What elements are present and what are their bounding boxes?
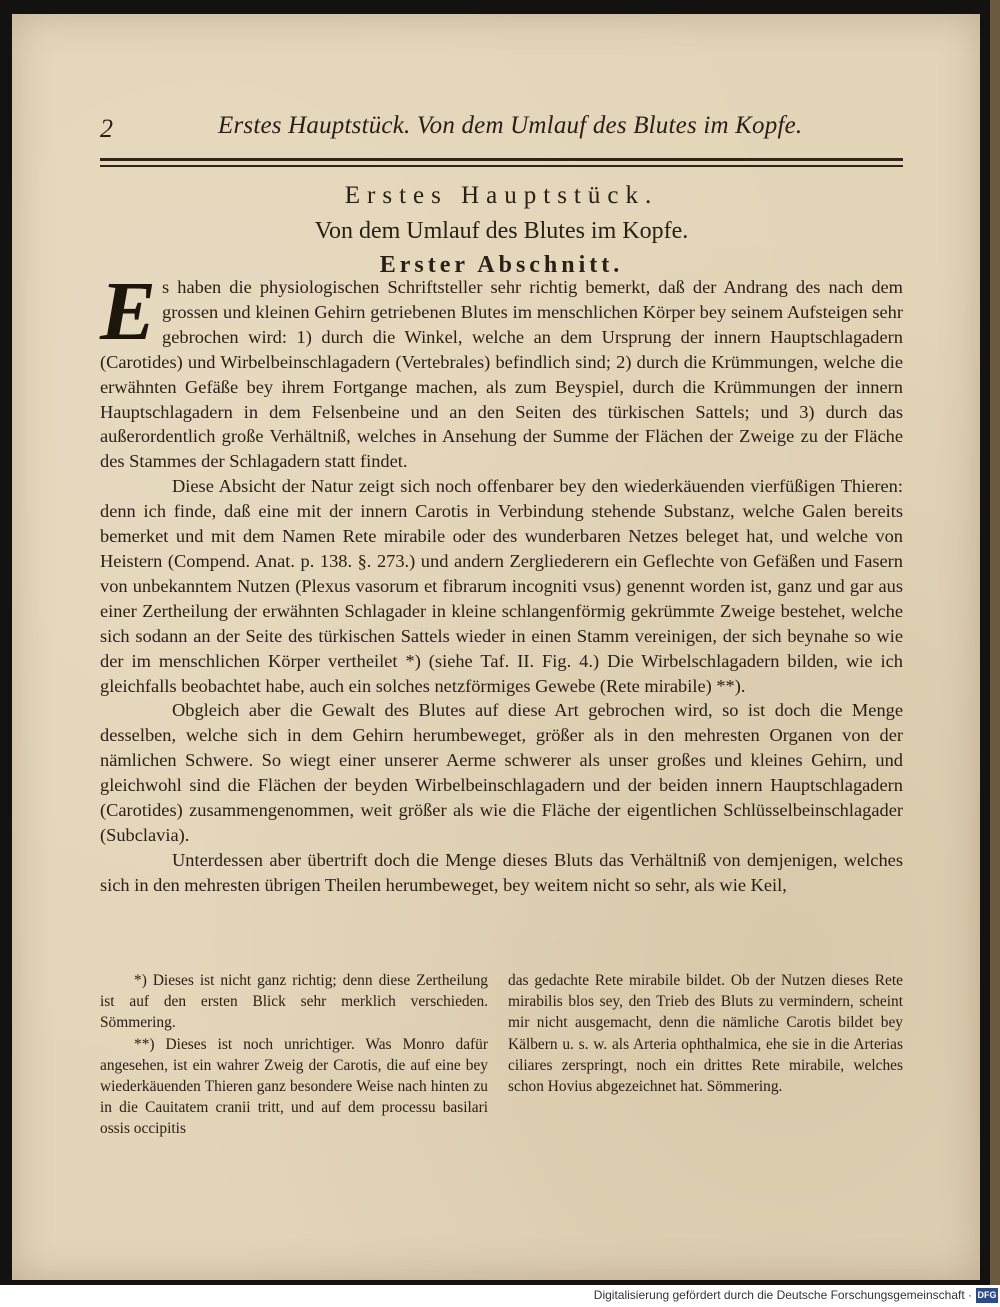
dfg-logo-icon: DFG	[976, 1288, 998, 1303]
section-title: Erster Abschnitt.	[379, 252, 624, 278]
paragraph-3: Obgleich aber die Gewalt des Blutes auf diese Art gebrochen wird, so ist doch die Menge desselben, welche sich in dem Gehirn herumbeweget, größer als in den mehresten Organen von der nämlichen Schwere. So wiegt einer unserer Aerme schwerer als unser großes und kleines Gehirn, und gleichwohl sind die Flächen der beyden Wirbelbeinschlagadern und der beiden innern Hauptschlagadern (Carotides) zusammengenommen, weit größer als wie die Fläche der eigentlichen Schlüsselbeinschlagader (Subclavia).	[100, 700, 903, 845]
book-binding-edge	[990, 0, 1000, 1285]
chapter-heading	[100, 178, 903, 282]
footnote-column-left	[100, 970, 488, 1140]
footnote-1: *) Dieses ist nicht ganz richtig; denn diese Zertheilung ist auf den ersten Blick sehr merklich verschieden. Sömmering.	[100, 972, 488, 1032]
paragraph-4: Unterdessen aber übertrift doch die Menge dieses Bluts das Verhältniß von demjenigen, welches sich in den mehresten übrigen Theilen herumbeweget, bey weitem nicht so sehr, als wie Keil,	[100, 849, 903, 895]
footnote-2-continued: das gedachte Rete mirabile bildet. Ob der Nutzen dieses Rete mirabilis blos sey, den Trieb des Bluts zu vermindern, scheint mir nicht ausgemacht, denn die nämliche Carotis bildet bey Kälbern u. s. w. als Arteria ophthalmica, ehe sie in die Arterias ciliares zerspringt, noch ein drittes Rete mirabile, welches schon Hovius abgezeichnet hat. Sömmering.	[508, 972, 903, 1096]
running-title: Erstes Hauptstück. Von dem Umlauf des Blutes im Kopfe.	[218, 112, 803, 139]
chapter-title: Erstes Hauptstück.	[344, 182, 659, 209]
footnote-column-right	[508, 970, 903, 1097]
paragraph-1-text: s haben die physiologischen Schriftsteller sehr richtig bemerkt, daß der Andrang des nach dem grossen und kleinen Gehirn getriebenen Blutes im menschlichen Körper bey seinem Aufsteigen sehr gebrochen wird: 1) durch die Winkel, welche an dem Ursprung der innern Hauptschlagadern (Carotides) und Wirbelbeinschlagadern (Vertebrales) befindlich sind; 2) durch die Krümmungen, welche die erwähnten Gefäße bey ihrem Fortgange machen, als zum Beyspiel, durch die Krümmungen der innern Hauptschlagadern in dem Felsenbeine und an den Seiten des türkischen Sattels; und 3) durch das außerordentlich große Verhältniß, welches in Ansehung der Summe der Flächen der Zweige zu der Fläche des Stammes der Schlagadern statt findet.	[100, 277, 903, 472]
paragraph-2: Diese Absicht der Natur zeigt sich noch offenbarer bey den wiederkäuenden vierfüßigen Thieren: denn ich finde, daß eine mit der innern Carotis in Verbindung stehende Substanz, welche Galen bereits bemerket und mit dem Namen Rete mirabile oder des wunderbaren Netzes beleget hat, und welche von Heistern (Compend. Anat. p. 138. §. 273.) und andern Zergliederern ein Geflechte von Gefäßen und Fasern von unbekanntem Nutzen (Plexus vasorum et fibrarum incogniti vsus) genennt worden ist, ganz und gar aus einer Zertheilung der erwähnten Schlagader in kleine schlangenförmig gekrümmte Zweige bestehet, welche sich sodann an der Seite des türkischen Sattels wieder in einen Stamm vereinigen, der sich beynahe so wie der im menschlichen Körper vertheilet *) (siehe Taf. II. Fig. 4.) Die Wirbelschlagadern bilden, wie ich gleichfalls beobachtet habe, auch ein solches netzförmiges Gewebe (Rete mirabile) **).	[100, 476, 903, 696]
drop-cap: E	[100, 265, 157, 358]
header-rule-bottom	[100, 165, 903, 167]
chapter-subtitle: Von dem Umlauf des Blutes im Kopfe.	[314, 218, 689, 244]
running-head	[100, 112, 900, 146]
digitization-footer	[0, 1285, 1000, 1307]
footnote-2: **) Dieses ist noch unrichtiger. Was Monro dafür angesehen, ist ein wahrer Zweig der Carotis, die auf eine bey wiederkäuenden Thieren ganz besondere Weise nach hinten zu in die Cauitatem cranii tritt, und auf dem processu basilari ossis occipitis	[100, 1035, 488, 1138]
page-number: 2	[100, 114, 113, 143]
header-rule-top	[100, 158, 903, 161]
funding-credit: Digitalisierung gefördert durch die Deutsche Forschungsgemeinschaft ·	[593, 1288, 972, 1302]
footnotes	[100, 970, 903, 1138]
